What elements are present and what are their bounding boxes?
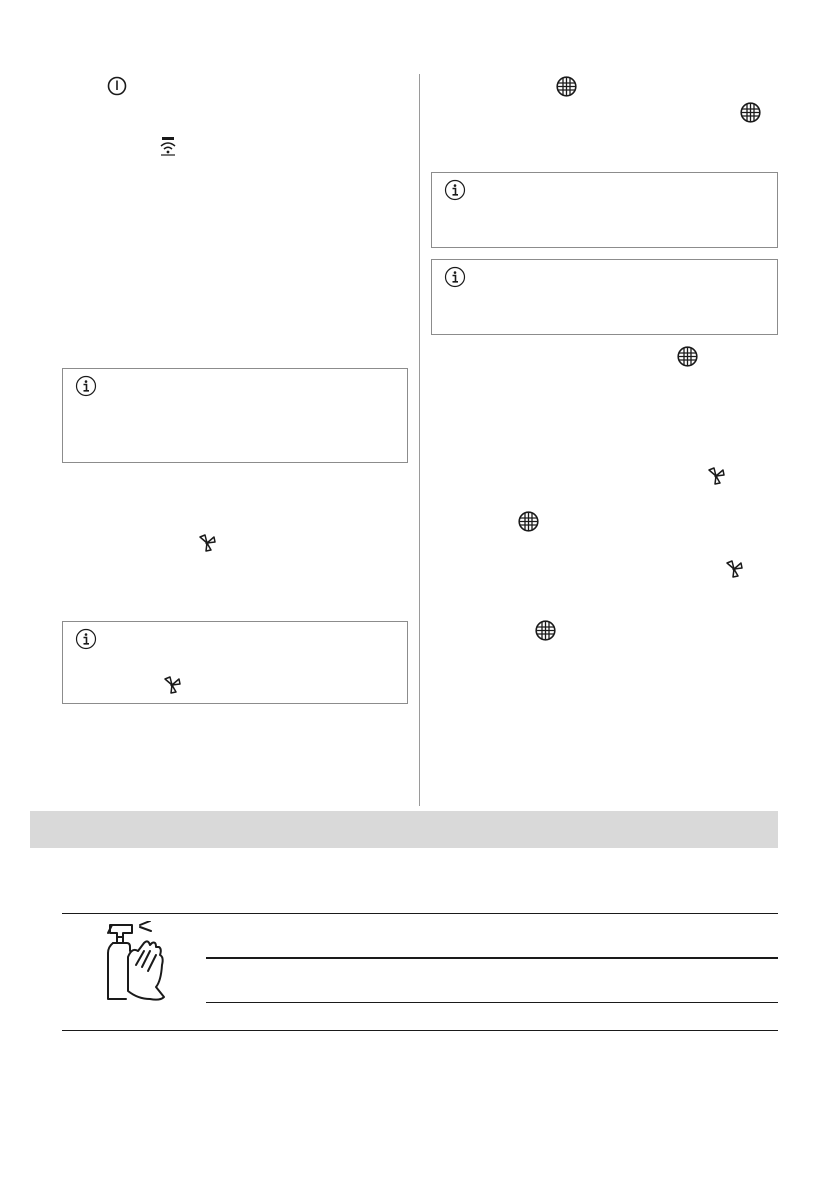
info-note-3 [431, 172, 778, 248]
cleaning-spray-icon [104, 921, 170, 1003]
info-icon [444, 266, 466, 288]
table-row-rule [206, 1002, 778, 1003]
info-icon [75, 375, 97, 397]
info-note-4 [431, 259, 778, 335]
table-bottom-rule [62, 1030, 778, 1031]
fan-icon [161, 674, 183, 696]
grease-filter-icon [740, 102, 761, 123]
power-icon [107, 76, 127, 96]
column-divider [419, 74, 420, 806]
grease-filter-icon [556, 76, 577, 97]
fan-icon [723, 558, 745, 580]
grease-filter-icon [518, 511, 539, 532]
info-note-2 [62, 621, 408, 704]
grease-filter-icon [535, 620, 556, 641]
table-row-rule [206, 957, 778, 959]
grease-filter-icon [677, 346, 698, 367]
info-icon [444, 179, 466, 201]
fan-icon [705, 465, 727, 487]
cooktop-connection-icon [159, 136, 177, 156]
fan-icon [196, 532, 218, 554]
info-icon [75, 628, 97, 650]
section-header-bar [30, 811, 778, 848]
table-top-rule [62, 913, 778, 914]
info-note-1 [62, 368, 408, 463]
